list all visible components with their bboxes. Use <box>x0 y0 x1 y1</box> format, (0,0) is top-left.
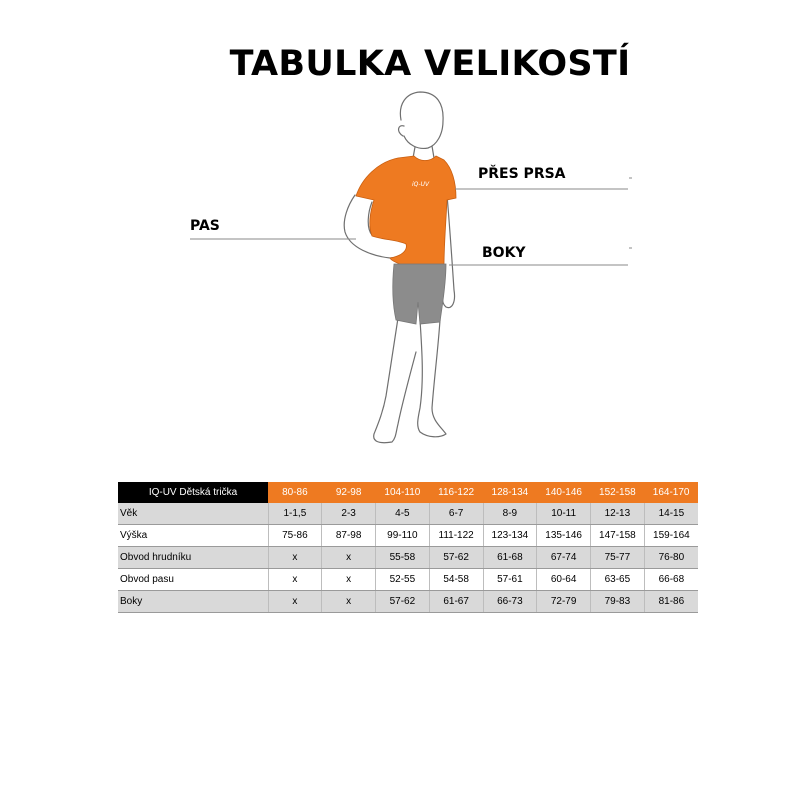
head-outline <box>400 92 443 148</box>
table-cell: x <box>268 547 322 569</box>
page-title: TABULKA VELIKOSTÍ <box>229 44 631 84</box>
table-row-chest <box>118 547 698 569</box>
table-cell: x <box>322 591 376 613</box>
size-header: 152-158 <box>591 482 645 503</box>
table-row-height <box>118 525 698 547</box>
table-cell: 63-65 <box>591 569 645 591</box>
table-cell: 6-7 <box>429 503 483 525</box>
row-label: Výška <box>118 525 268 547</box>
table-cell: 60-64 <box>537 569 591 591</box>
table-cell: 67-74 <box>537 547 591 569</box>
table-cell: 8-9 <box>483 503 537 525</box>
table-cell: 57-62 <box>429 547 483 569</box>
size-header: 92-98 <box>322 482 376 503</box>
size-header: 140-146 <box>537 482 591 503</box>
table-cell: 99-110 <box>376 525 430 547</box>
size-header: 80-86 <box>268 482 322 503</box>
row-label: Boky <box>118 591 268 613</box>
shirt <box>356 156 456 266</box>
table-cell: 57-62 <box>376 591 430 613</box>
row-label: Věk <box>118 503 268 525</box>
row-label: Obvod hrudníku <box>118 547 268 569</box>
table-cell: 2-3 <box>322 503 376 525</box>
table-cell: 147-158 <box>591 525 645 547</box>
table-cell: x <box>322 547 376 569</box>
waist-label: PAS <box>190 218 220 234</box>
size-header: 128-134 <box>483 482 537 503</box>
table-cell: 55-58 <box>376 547 430 569</box>
table-cell: x <box>268 591 322 613</box>
table-cell: 54-58 <box>429 569 483 591</box>
hips-label: BOKY <box>482 245 526 261</box>
table-cell: 1-1,5 <box>268 503 322 525</box>
table-cell: 52-55 <box>376 569 430 591</box>
table-cell: 159-164 <box>644 525 698 547</box>
table-cell: 81-86 <box>644 591 698 613</box>
table-row-hips <box>118 591 698 613</box>
table-cell: 79-83 <box>591 591 645 613</box>
chest-label: PŘES PRSA <box>478 166 566 182</box>
table-cell: 75-86 <box>268 525 322 547</box>
size-header: 164-170 <box>644 482 698 503</box>
table-cell: x <box>268 569 322 591</box>
table-cell: 123-134 <box>483 525 537 547</box>
table-cell: 12-13 <box>591 503 645 525</box>
table-cell: 10-11 <box>537 503 591 525</box>
table-cell: 75-77 <box>591 547 645 569</box>
table-cell: x <box>322 569 376 591</box>
table-row-waist <box>118 569 698 591</box>
table-cell: 66-73 <box>483 591 537 613</box>
size-header: 116-122 <box>429 482 483 503</box>
size-header-row <box>118 482 698 503</box>
table-cell: 135-146 <box>537 525 591 547</box>
shirt-logo: iQ-UV <box>412 181 430 188</box>
row-label: Obvod pasu <box>118 569 268 591</box>
table-cell: 111-122 <box>429 525 483 547</box>
table-cell: 57-61 <box>483 569 537 591</box>
table-cell: 14-15 <box>644 503 698 525</box>
table-cell: 87-98 <box>322 525 376 547</box>
size-header: 104-110 <box>376 482 430 503</box>
table-cell: 4-5 <box>376 503 430 525</box>
table-cell: 61-68 <box>483 547 537 569</box>
table-corner-label: IQ-UV Dětská trička <box>118 482 268 503</box>
table-row-age <box>118 503 698 525</box>
table-cell: 61-67 <box>429 591 483 613</box>
size-table <box>118 482 698 613</box>
table-cell: 66-68 <box>644 569 698 591</box>
table-cell: 72-79 <box>537 591 591 613</box>
shorts <box>393 264 446 324</box>
table-cell: 76-80 <box>644 547 698 569</box>
